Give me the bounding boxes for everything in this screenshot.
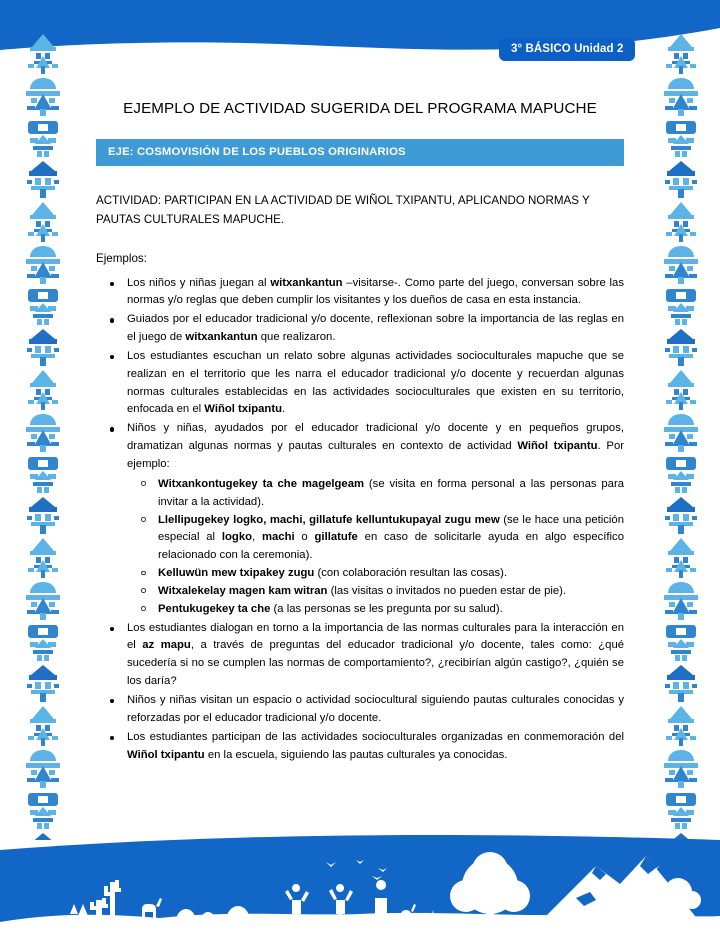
bullet-dialogan-az-mapu xyxy=(96,620,624,691)
text-run: Guiados por el educador tradicional y/o docente, reflexionan sobre la importancia de las reglas en el juego de xyxy=(127,313,624,344)
text-run: en caso de solicitarle ayuda en algo específico relacionado con la ceremonia). xyxy=(158,531,624,562)
text-run: Los estudiantes escuchan un relato sobre algunas actividades socioculturales mapuche que se realizan en el territorio que les narra el educador tradicional y/o docente y recuerdan algunas normas culturales establecidas en las actividades socioculturales que existen en su territorio, enfocada en el xyxy=(127,349,624,416)
text-run: , a través de preguntas del educador tradicional y/o docente, tales como: ¿qué sucedería si no se cumplen las normas de comportamiento?, ¿recibirían algún castigo?, ¿quién se los daría? xyxy=(127,639,625,688)
bullet-dramatizan-normas xyxy=(96,420,624,618)
subbullet-llellipugekey xyxy=(127,512,624,566)
subbullet-pentukugekey xyxy=(127,601,624,619)
unit-badge: 3° BÁSICO Unidad 2 xyxy=(500,39,634,60)
text-run: –visitarse-. Como parte del juego, conversan sobre las normas y/o reglas que deben cumplir los visitantes y los dueños de casa en esta instancia. xyxy=(127,276,624,307)
text-run: Los estudiantes dialogan en torno a la importancia de las normas culturales para la interacción en el xyxy=(127,621,624,652)
emphasis-term: az mapu xyxy=(142,639,191,652)
emphasis-term: Witxalekelay magen kam witran xyxy=(158,584,328,597)
subbullet-witxalekelay xyxy=(127,583,624,601)
examples-label: Ejemplos: xyxy=(96,251,147,265)
text-run: (a las personas se les pregunta por su salud). xyxy=(270,602,503,615)
emphasis-term: Wiñol txipantu xyxy=(517,440,598,453)
emphasis-term: machi xyxy=(261,531,295,544)
bullet-reflexion-reglas xyxy=(96,311,624,347)
left-mapuche-border-ornament xyxy=(14,34,72,840)
examples-list xyxy=(96,275,624,765)
text-run: Niños y niñas visitan un espacio o actividad sociocultural siguiendo pautas culturales conocidas y reforzadas por el educador tradicional y/o docente. xyxy=(127,693,624,724)
text-run: o xyxy=(294,531,315,544)
text-run: (se visita en forma personal a las personas para invitar a la actividad). xyxy=(158,477,624,508)
text-run: (las visitas o invitados no pueden estar de pie). xyxy=(327,584,567,597)
page-title: EJEMPLO DE ACTIVIDAD SUGERIDA DEL PROGRAMA MAPUCHE xyxy=(123,100,597,117)
emphasis-term: Pentukugekey ta che xyxy=(158,602,271,615)
emphasis-term: Wiñol txipantu xyxy=(127,748,205,761)
footer-landscape-illustration xyxy=(0,826,720,932)
emphasis-term: Llellipugekey logko, machi, gillatufe kelluntukupayal zugu mew xyxy=(158,513,500,526)
activity-statement: ACTIVIDAD: PARTICIPAN EN LA ACTIVIDAD DE WIÑOL TXIPANTU, APLICANDO NORMAS Y PAUTAS CULTURALES MAPUCHE. xyxy=(96,194,590,226)
text-run: Los niños y niñas juegan al xyxy=(127,276,271,289)
emphasis-term: witxankantun xyxy=(185,331,258,344)
text-run: que realizaron. xyxy=(257,331,336,344)
text-run: Niños y niñas, ayudados por el educador tradicional y/o docente y en pequeños grupos, dramatizan algunas normas y pautas culturales en contexto de actividad xyxy=(127,422,624,453)
bullet-participan-conmemoracion xyxy=(96,729,624,765)
text-run: . Por ejemplo: xyxy=(127,440,624,470)
bullet-witxankantun-juego xyxy=(96,275,624,311)
emphasis-term: logko xyxy=(221,531,252,544)
subbullet-witxankontugekey xyxy=(127,476,624,512)
emphasis-term: Kelluwün mew txipakey zugu xyxy=(158,567,315,580)
bullet-relato-socioculturales xyxy=(96,348,624,419)
emphasis-term: witxankantun xyxy=(270,276,343,289)
bullet-visitan-espacio xyxy=(96,692,624,728)
text-run: (se le hace una petición especial al xyxy=(158,513,624,544)
emphasis-term: gillatufe xyxy=(314,531,358,544)
text-run: . xyxy=(281,403,286,416)
subbullet-kelluwun xyxy=(127,565,624,583)
text-run: Los estudiantes participan de las actividades socioculturales organizadas en conmemoración del xyxy=(127,730,624,743)
text-run: , xyxy=(252,531,262,544)
document-content xyxy=(96,100,624,765)
text-run: (con colaboración resultan las cosas). xyxy=(314,567,508,580)
sub-examples-list xyxy=(127,476,624,619)
emphasis-term: Witxankontugekey ta che magelgeam xyxy=(158,477,365,490)
eje-banner: EJE: COSMOVISIÓN DE LOS PUEBLOS ORIGINARIOS xyxy=(96,139,624,166)
text-run: en la escuela, siguiendo las pautas culturales ya conocidas. xyxy=(204,748,508,761)
right-mapuche-border-ornament xyxy=(652,34,710,840)
emphasis-term: Wiñol txipantu xyxy=(204,403,282,416)
